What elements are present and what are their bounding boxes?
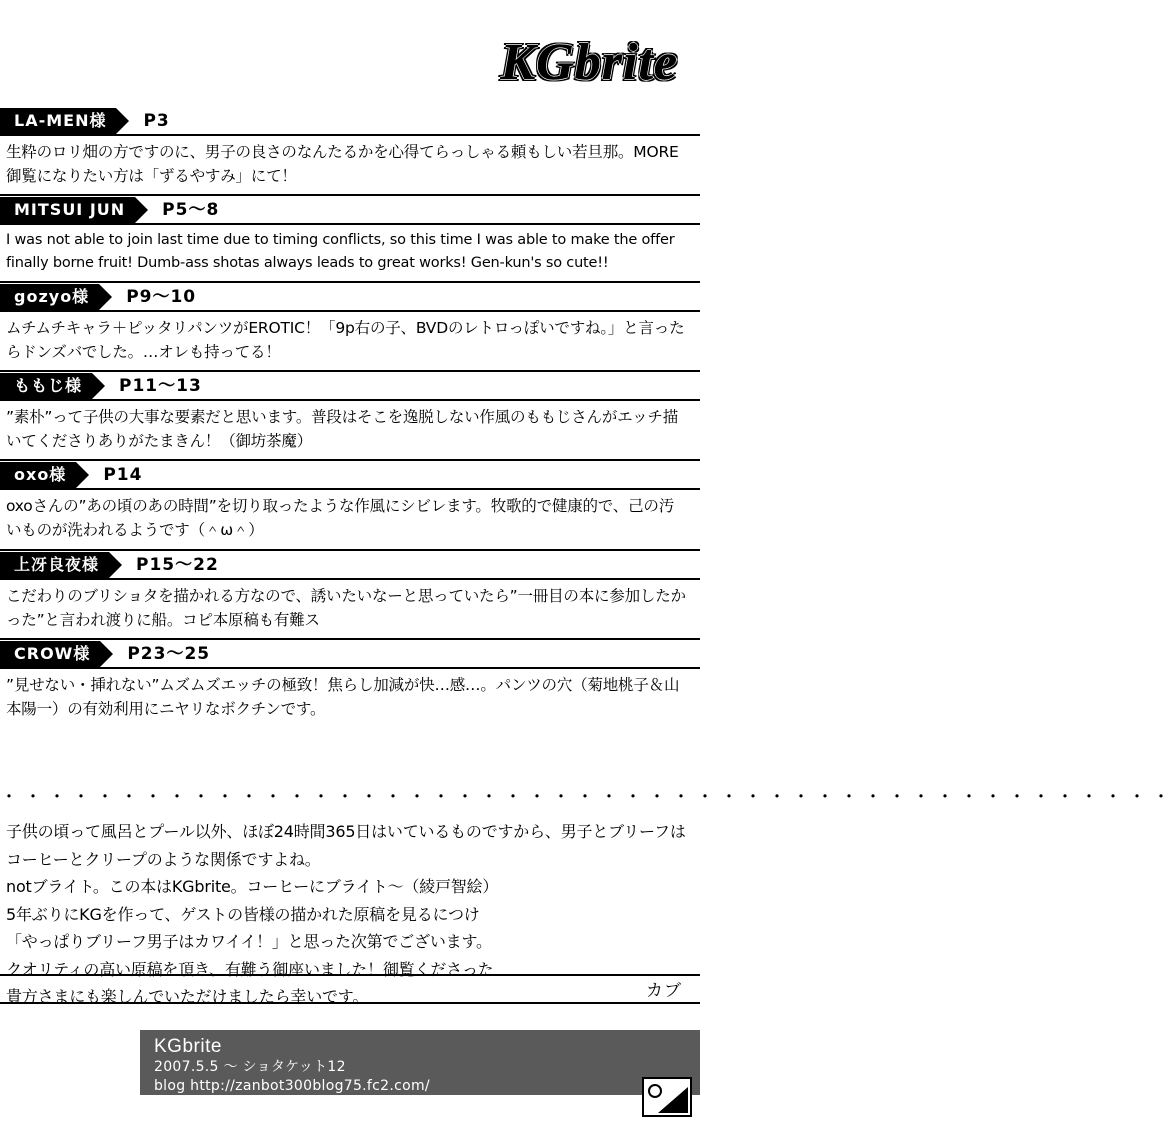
credit-section xyxy=(0,462,700,550)
credit-name: LA-MEN様 xyxy=(0,108,116,134)
divider xyxy=(0,194,700,196)
credit-name-tag xyxy=(0,108,129,134)
credit-name: CROW様 xyxy=(0,641,100,667)
credit-body xyxy=(0,669,700,727)
logo-title: KGbrite xyxy=(500,34,678,91)
afterword-paragraph: 子供の頃って風呂とプール以外、ほぼ24時間365日はいているものですから、男子とブリーフはコーヒーとクリープのような関係ですよね。 xyxy=(6,822,686,869)
afterword-paragraph: 「やっぱりブリーフ男子はカワイイ！」と思った次第でございます。 xyxy=(6,932,492,952)
colophon-date: 2007.5.5 〜 ショタケット12 xyxy=(154,1059,346,1075)
credit-text: ”素朴”って子供の大事な要素だと思います。普段はそこを逸脱しない作風のももじさんがエッチ描いてくださりありがたまきん！（御坊茶魔） xyxy=(6,408,679,451)
credit-body xyxy=(0,225,700,281)
divider xyxy=(0,638,700,640)
colophon-blog-url[interactable]: blog http://zanbot300blog75.fc2.com/ xyxy=(154,1078,430,1094)
afterword xyxy=(0,818,700,1011)
divider xyxy=(0,549,700,551)
arrow-right-icon xyxy=(135,197,148,223)
credit-name-tag xyxy=(0,552,122,578)
credit-pages: P9〜10 xyxy=(126,287,197,308)
credit-section xyxy=(0,373,700,461)
masthead xyxy=(378,30,678,102)
credit-text: こだわりのブリショタを描かれる方なので、誘いたいなーと思っていたら”一冊目の本に参加したかった”と言われ渡りに船。コピ本原稿も有難ス xyxy=(6,586,686,629)
colophon-bar xyxy=(140,1030,700,1095)
credit-pages: P11〜13 xyxy=(119,376,202,397)
afterword-paragraph: notブライト。この本はKGbrite。コーヒーにブライト〜（綾戸智絵） xyxy=(6,877,499,897)
credit-section xyxy=(0,552,700,640)
credit-name-tag xyxy=(0,284,112,310)
colophon-title: KGbrite xyxy=(154,1036,222,1057)
credit-header xyxy=(0,462,700,490)
credit-header xyxy=(0,108,700,136)
credit-text: oxoさんの”あの頃のあの時間”を切り取ったような作風にシビレます。牧歌的で健康的で、己の汚いものが洗われるようです（＾ω＾） xyxy=(6,497,674,540)
credit-section xyxy=(0,641,700,727)
page-corner-mark xyxy=(640,1075,692,1117)
corner-fold-icon xyxy=(658,1087,688,1113)
credit-text: I was not able to join last time due to timing conflicts, so this time I was able to make the offer finally borne fruit! Dumb-ass shotas always leads to great works! Gen-kun's so cute!! xyxy=(6,232,679,272)
credit-name: gozyo様 xyxy=(0,284,99,310)
arrow-right-icon xyxy=(99,284,112,310)
arrow-right-icon xyxy=(109,552,122,578)
divider xyxy=(0,459,700,461)
credit-body xyxy=(0,136,700,194)
arrow-right-icon xyxy=(116,108,129,134)
credits-list xyxy=(0,108,700,728)
credit-section xyxy=(0,284,700,372)
credit-section xyxy=(0,197,700,283)
afterword-paragraph: 5年ぶりにKGを作って、ゲストの皆様の描かれた原稿を見るにつけ xyxy=(6,904,480,924)
author-signature: カブ xyxy=(646,981,682,1001)
afterword-paragraph: クオリティの高い原稿を頂き、有難う御座いました！御覧くださった xyxy=(6,959,494,979)
credit-text: ”見せない・挿れない”ムズムズエッチの極致！焦らし加減が快…感…。パンツの穴（菊地桃子＆山本陽一）の有効利用にニヤリなボクチンです。 xyxy=(6,675,680,718)
credit-name: oxo様 xyxy=(0,462,76,488)
divider xyxy=(0,1002,700,1004)
credit-pages: P23〜25 xyxy=(127,643,211,664)
credit-name-tag xyxy=(0,462,89,488)
credit-body xyxy=(0,490,700,548)
credit-pages: P5〜8 xyxy=(162,200,220,221)
arrow-right-icon xyxy=(100,641,113,667)
credit-header xyxy=(0,641,700,669)
divider xyxy=(0,281,700,283)
credit-name-tag xyxy=(0,641,113,667)
divider xyxy=(0,974,700,976)
credit-header xyxy=(0,552,700,580)
credit-body xyxy=(0,401,700,459)
credit-header xyxy=(0,373,700,401)
credit-section xyxy=(0,108,700,196)
credit-body xyxy=(0,312,700,370)
credit-text: ムチムチキャラ＋ピッタリパンツがEROTIC！「9p右の子、BVDのレトロっぽいですね。」と言ったらドンズバでした。…オレも持ってる！ xyxy=(6,319,685,362)
credit-pages: P15〜22 xyxy=(136,554,219,575)
credit-header xyxy=(0,284,700,312)
divider xyxy=(0,370,700,372)
credit-name: ももじ様 xyxy=(0,373,92,399)
credit-pages: P14 xyxy=(103,465,143,486)
afterword-paragraph: 貴方さまにも楽しんでいただけましたら幸いです。 xyxy=(6,987,369,1007)
credit-name: MITSUI JUN xyxy=(0,197,135,223)
credit-header xyxy=(0,197,700,225)
arrow-right-icon xyxy=(76,462,89,488)
credit-name-tag xyxy=(0,197,148,223)
credit-body xyxy=(0,580,700,638)
credit-pages: P3 xyxy=(143,111,170,131)
arrow-right-icon xyxy=(92,373,105,399)
credit-name-tag xyxy=(0,373,105,399)
dotted-separator: ・・・・・・・・・・・・・・・・・・・・・・・・・・・・・・・・・・・・・・・・・・・・・・・・・ xyxy=(0,787,1176,808)
credit-name: 上冴良夜様 xyxy=(0,552,109,578)
credit-text: 生粋のロリ畑の方ですのに、男子の良さのなんたるかを心得てらっしゃる頼もしい若旦那。MORE御覧になりたい方は「ずるやすみ」にて！ xyxy=(6,143,679,186)
corner-box xyxy=(642,1077,692,1117)
